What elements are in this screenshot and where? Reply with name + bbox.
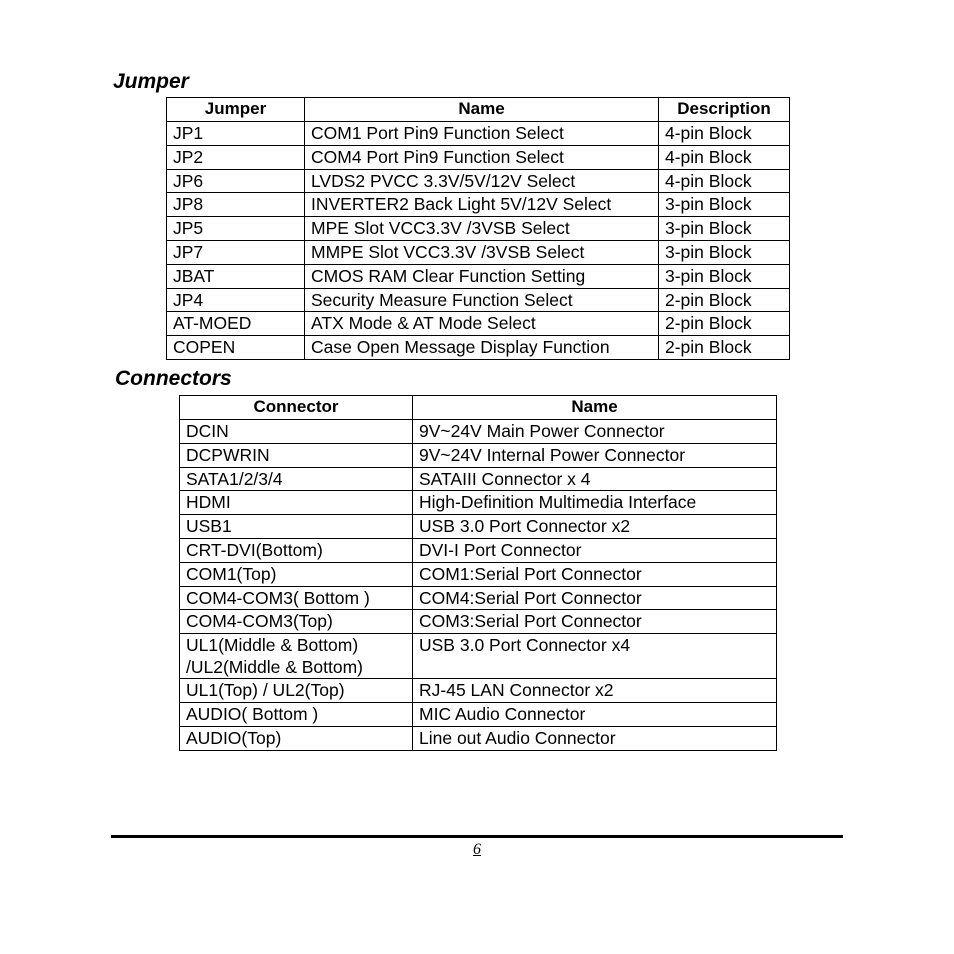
jumper-description-cell: 2-pin Block xyxy=(659,336,790,360)
connector-name-cell: RJ-45 LAN Connector x2 xyxy=(413,679,777,703)
table-row xyxy=(167,240,790,264)
jumper-name-cell: MMPE Slot VCC3.3V /3VSB Select xyxy=(305,240,659,264)
table-row xyxy=(180,726,777,750)
connector-name-cell: Line out Audio Connector xyxy=(413,726,777,750)
connectors-section-title: Connectors xyxy=(115,367,232,390)
jumper-description-cell: 4-pin Block xyxy=(659,145,790,169)
jumper-description-cell: 2-pin Block xyxy=(659,312,790,336)
jumper-name-cell: Case Open Message Display Function xyxy=(305,336,659,360)
jumper-description-cell: 3-pin Block xyxy=(659,240,790,264)
table-row xyxy=(180,562,777,586)
table-row xyxy=(167,288,790,312)
connector-id-cell: DCIN xyxy=(180,420,413,444)
jumper-description-cell: 3-pin Block xyxy=(659,193,790,217)
footer-rule xyxy=(111,835,843,838)
connector-id-cell: DCPWRIN xyxy=(180,443,413,467)
table-row xyxy=(180,634,777,679)
jumper-name-cell: Security Measure Function Select xyxy=(305,288,659,312)
jumper-name-cell: MPE Slot VCC3.3V /3VSB Select xyxy=(305,217,659,241)
jumper-id-cell: JP5 xyxy=(167,217,305,241)
jumper-table xyxy=(166,97,790,360)
jumper-id-cell: COPEN xyxy=(167,336,305,360)
table-row xyxy=(180,538,777,562)
connector-column-header: Connector xyxy=(180,396,413,420)
connector-id-cell: UL1(Middle & Bottom) /UL2(Middle & Bottom) xyxy=(180,634,413,679)
connector-id-cell: COM1(Top) xyxy=(180,562,413,586)
connector-id-cell: COM4-COM3( Bottom ) xyxy=(180,586,413,610)
table-row xyxy=(180,443,777,467)
connector-name-column-header: Name xyxy=(413,396,777,420)
table-row xyxy=(180,467,777,491)
connector-id-cell: USB1 xyxy=(180,515,413,539)
description-column-header: Description xyxy=(659,98,790,122)
connector-name-cell: MIC Audio Connector xyxy=(413,702,777,726)
jumper-name-cell: LVDS2 PVCC 3.3V/5V/12V Select xyxy=(305,169,659,193)
jumper-name-cell: COM1 Port Pin9 Function Select xyxy=(305,122,659,146)
connector-id-cell: SATA1/2/3/4 xyxy=(180,467,413,491)
connector-name-cell: COM3:Serial Port Connector xyxy=(413,610,777,634)
jumper-id-cell: JP6 xyxy=(167,169,305,193)
connector-name-cell: DVI-I Port Connector xyxy=(413,538,777,562)
jumper-description-cell: 3-pin Block xyxy=(659,264,790,288)
table-row xyxy=(180,702,777,726)
table-row xyxy=(180,679,777,703)
connector-name-cell: COM1:Serial Port Connector xyxy=(413,562,777,586)
connectors-table-body xyxy=(180,420,777,751)
jumper-id-cell: JP8 xyxy=(167,193,305,217)
table-row xyxy=(180,420,777,444)
table-row xyxy=(167,193,790,217)
connectors-table xyxy=(179,395,777,751)
connector-name-cell: 9V~24V Internal Power Connector xyxy=(413,443,777,467)
table-row xyxy=(167,217,790,241)
jumper-description-cell: 3-pin Block xyxy=(659,217,790,241)
connector-id-cell: AUDIO( Bottom ) xyxy=(180,702,413,726)
jumper-table-header-row xyxy=(167,98,790,122)
jumper-id-cell: JP1 xyxy=(167,122,305,146)
connector-id-cell: COM4-COM3(Top) xyxy=(180,610,413,634)
jumper-description-cell: 2-pin Block xyxy=(659,288,790,312)
table-row xyxy=(167,122,790,146)
table-row xyxy=(180,586,777,610)
connector-name-cell: SATAIII Connector x 4 xyxy=(413,467,777,491)
jumper-id-cell: JP7 xyxy=(167,240,305,264)
name-column-header: Name xyxy=(305,98,659,122)
jumper-id-cell: JBAT xyxy=(167,264,305,288)
connector-name-cell: USB 3.0 Port Connector x4 xyxy=(413,634,777,679)
connector-name-cell: High-Definition Multimedia Interface xyxy=(413,491,777,515)
table-row xyxy=(167,169,790,193)
table-row xyxy=(180,515,777,539)
table-row xyxy=(167,145,790,169)
jumper-name-cell: COM4 Port Pin9 Function Select xyxy=(305,145,659,169)
jumper-name-cell: INVERTER2 Back Light 5V/12V Select xyxy=(305,193,659,217)
table-row xyxy=(167,336,790,360)
jumper-id-cell: JP2 xyxy=(167,145,305,169)
connectors-table-header-row xyxy=(180,396,777,420)
connector-id-cell: UL1(Top) / UL2(Top) xyxy=(180,679,413,703)
connector-id-cell: CRT-DVI(Bottom) xyxy=(180,538,413,562)
jumper-description-cell: 4-pin Block xyxy=(659,169,790,193)
jumper-column-header: Jumper xyxy=(167,98,305,122)
connector-id-cell: AUDIO(Top) xyxy=(180,726,413,750)
jumper-id-cell: AT-MOED xyxy=(167,312,305,336)
jumper-name-cell: ATX Mode & AT Mode Select xyxy=(305,312,659,336)
jumper-section-title: Jumper xyxy=(113,70,189,93)
page-number xyxy=(0,841,954,859)
table-row xyxy=(180,491,777,515)
connector-name-cell: 9V~24V Main Power Connector xyxy=(413,420,777,444)
jumper-description-cell: 4-pin Block xyxy=(659,122,790,146)
jumper-table-body xyxy=(167,122,790,360)
connector-name-cell: COM4:Serial Port Connector xyxy=(413,586,777,610)
page-number-text: 6 xyxy=(473,841,481,858)
table-row xyxy=(167,264,790,288)
connector-id-cell: HDMI xyxy=(180,491,413,515)
connector-name-cell: USB 3.0 Port Connector x2 xyxy=(413,515,777,539)
table-row xyxy=(180,610,777,634)
jumper-id-cell: JP4 xyxy=(167,288,305,312)
table-row xyxy=(167,312,790,336)
jumper-name-cell: CMOS RAM Clear Function Setting xyxy=(305,264,659,288)
